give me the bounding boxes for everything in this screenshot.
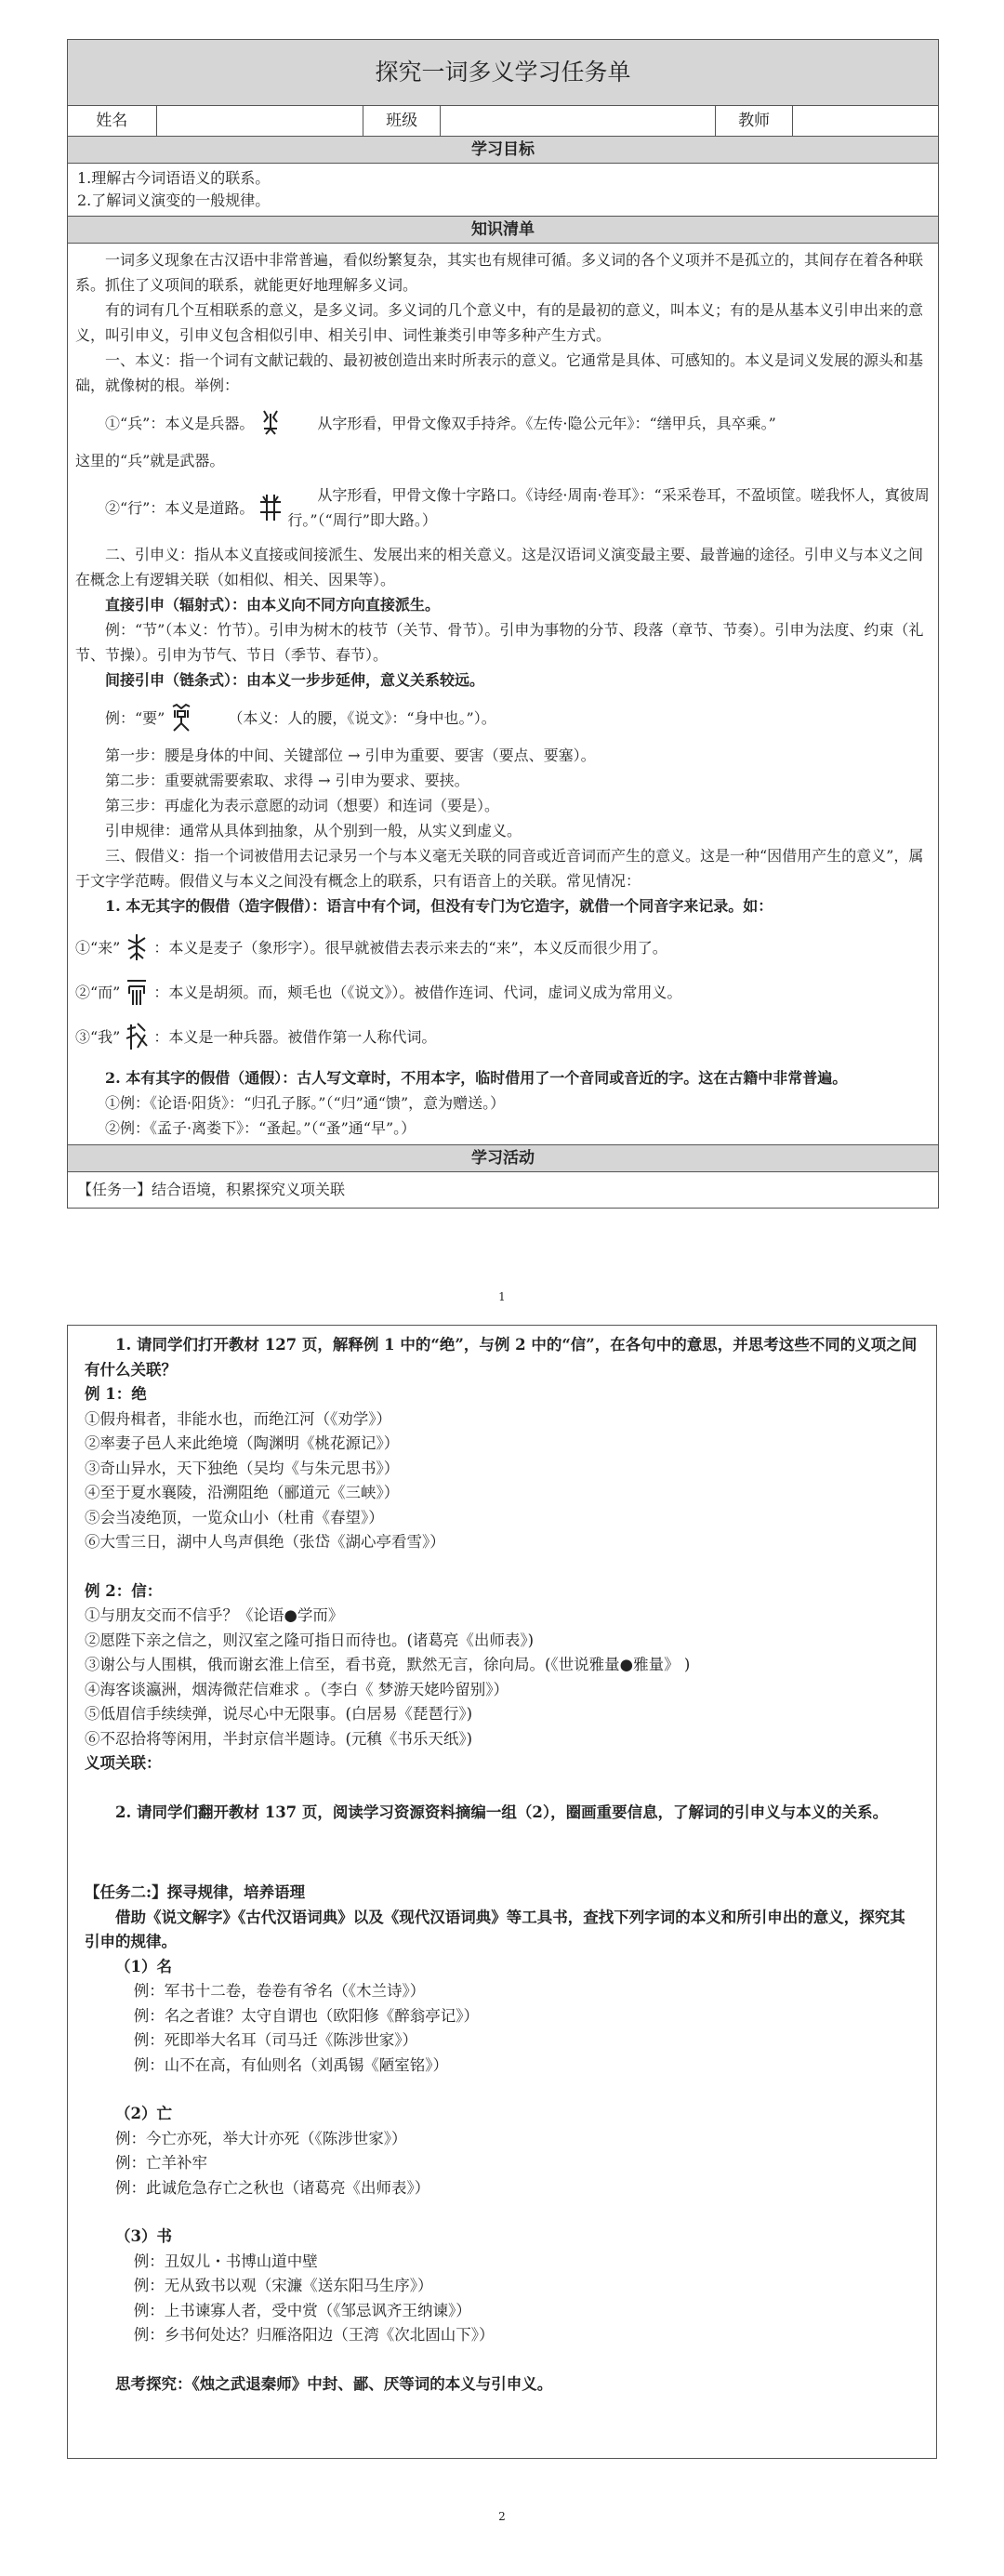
knowledge-paragraph: 直接引申（辐射式）：由本义向不同方向直接派生。 <box>105 596 441 614</box>
name-field[interactable] <box>157 106 364 136</box>
knowledge-paragraph: 一词多义现象在古汉语中非常普遍，看似纷繁复杂，其实也有规律可循。多义词的各个义项并不是孤立的，其间存在着各种联系。抓住了义项间的联系，就能更好地理解多义词。 <box>75 251 924 294</box>
knowledge-paragraph: 间接引申（链条式）：由本义一步步延伸，意义关系较远。 <box>105 671 485 689</box>
knowledge-step: 第二步：重要就需要索取、求得 → 引申为要求、要挟。 <box>105 772 469 789</box>
knowledge-example: ②例：《孟子·离娄下》：“蚤起。”（“蚤”通“早”。） <box>105 1119 416 1137</box>
activities-heading: 学习活动 <box>68 1145 938 1172</box>
list-item: ④至于夏水襄陵，沿溯阻绝（郦道元《三峡》） <box>85 1484 400 1501</box>
list-item: 例：无从致书以观（宋濂《送东阳马生序》） <box>133 2277 433 2294</box>
list-item: 例：名之者谁？太守自谓也（欧阳修《醉翁亭记》） <box>133 2006 480 2025</box>
teacher-label: 教师 <box>716 106 793 136</box>
task-two-label: 【任务二:】探寻规律，培养语理 <box>85 1883 306 1901</box>
spacer <box>85 2348 919 2372</box>
relation-label: 义项关联： <box>85 1754 162 1772</box>
yao-glyph-icon <box>168 702 194 733</box>
list-item: 例：丑奴儿・书博山道中壁 <box>133 2252 318 2270</box>
list-item: ④海客谈瀛洲，烟涛微茫信难求 。（李白《 梦游天姥吟留别》） <box>85 1680 509 1698</box>
name-label: 姓名 <box>68 106 157 136</box>
list-item: ②率妻子邑人来此绝境（陶渊明《桃花源记》） <box>85 1434 400 1452</box>
example-text: ②“行”：本义是道路。 <box>105 498 255 517</box>
example-lai <box>75 931 931 963</box>
class-label: 班级 <box>363 106 441 136</box>
bing-glyph-icon <box>258 407 284 439</box>
example-text: （本义：人的腰，《说文》：“身中也。”）。 <box>228 708 496 727</box>
list-item: 例：上书谏寡人者，受中赏（《邹忌讽齐王纳谏》） <box>133 2301 471 2319</box>
spacer <box>85 1555 919 1579</box>
knowledge-paragraph: 三、假借义：指一个词被借用去记录另一个与本义毫无关联的同音或近音词而产生的意义。这是一种“因借用产生的意义”，属于文字学范畴。假借义与本义之间没有概念上的联系，只有语音上的关联。常见情况： <box>75 847 924 890</box>
example-text: 从字形看，甲骨文像十字路口。《诗经·周南·卷耳》：“采采卷耳，不盈顷筐。嗟我怀人，寘彼周行。”（“周行”即大路。） <box>287 486 930 529</box>
question-one: 1. 请同学们打开教材 127 页，解释例 1 中的“绝”，与例 2 中的“信”，在各句中的意思，并思考这些不同的义项之间有什么关联？ <box>85 1336 918 1379</box>
knowledge-example: ①例：《论语·阳货》：“归孔子豚。”（“归”通“馈”，意为赠送。） <box>105 1094 506 1112</box>
teacher-field[interactable] <box>793 106 938 136</box>
list-item: ③谢公与人围棋，俄而谢玄淮上信至，看书竟，默然无言，徐向局。(《世说雅量●雅量》 ) <box>85 1656 691 1673</box>
knowledge-content <box>68 244 938 1145</box>
think-prompt: 思考探究：《烛之武退秦师》中封、鄙、厌等词的本义与引申义。 <box>115 2374 553 2393</box>
example-text: ①“来” <box>75 938 121 957</box>
er-glyph-icon <box>124 976 150 1008</box>
wo-glyph-icon <box>124 1021 150 1052</box>
example-text: ①“兵”：本义是兵器。 <box>105 414 255 432</box>
spacer <box>85 2078 919 2102</box>
knowledge-step: 第一步：腰是身体的中间、关键部位 → 引申为重要、要害（要点、要塞）。 <box>105 746 596 764</box>
example-text: 这里的“兵”就是武器。 <box>75 452 225 469</box>
goal-item: 1.理解古今词语语义的联系。 <box>77 169 271 187</box>
list-item: 例：乡书何处达？归雁洛阳边（王湾《次北固山下》） <box>133 2326 495 2344</box>
info-row <box>68 106 938 137</box>
goal-item: 2.了解词义演变的一般规律。 <box>77 192 271 209</box>
page-number: 1 <box>498 1290 506 1303</box>
example-text: ：本义是胡须。而，颊毛也（《说文》）。被借作连词、代词，虚词义成为常用义。 <box>153 983 682 1001</box>
list-item: 例：军书十二卷，卷卷有爷名（《木兰诗》） <box>133 1982 426 2000</box>
spacer <box>85 2200 919 2225</box>
task-one: 【任务一】结合语境，积累探究义项关联 <box>68 1172 938 1209</box>
worksheet-page-1 <box>67 39 939 1209</box>
knowledge-paragraph: 1. 本无其字的假借（造字假借）：语言中有个词，但没有专门为它造字，就借一个同音字来记录。如： <box>105 897 773 915</box>
worksheet-page-2 <box>67 1325 937 2459</box>
list-item: ⑤会当凌绝顶，一览众山小（杜甫《春望》） <box>85 1508 384 1526</box>
list-item: ⑤低眉信手续续弹，说尽心中无限事。(白居易《琵琶行》) <box>85 1705 473 1723</box>
example-text: 从字形看，甲骨文像双手持斧。《左传·隐公元年》：“缮甲兵，具卒乘。” <box>317 414 776 432</box>
list-item: ⑥不忍拾将等闲用，半封京信半题诗。(元稹《书乐天纸》) <box>85 1729 473 1748</box>
group-title: （3）书 <box>115 2227 172 2245</box>
knowledge-heading: 知识清单 <box>68 217 938 244</box>
example-wo <box>75 1021 931 1052</box>
knowledge-paragraph: 引申规律：通常从具体到抽象，从个别到一般，从实义到虚义。 <box>105 822 522 839</box>
spacer <box>85 1777 919 1801</box>
example-one-title: 例 1：绝 <box>85 1385 147 1403</box>
knowledge-paragraph: 例：“节”（本义：竹节）。引申为树木的枝节（关节、骨节）。引申为事物的分节、段落（章节、节奏）。引申为法度、约束（礼节、节操）。引申为节气、节日（季节、春节）。 <box>75 621 924 664</box>
goals-heading: 学习目标 <box>68 137 938 164</box>
example-text: ：本义是麦子（象形字）。很早就被借去表示来去的“来”，本义反而很少用了。 <box>153 938 667 957</box>
knowledge-paragraph: 二、引申义：指从本义直接或间接派生、发展出来的相关意义。这是汉语词义演变最主要、最普遍的途径。引申义与本义之间在概念上有逻辑关联（如相似、相关、因果等）。 <box>75 546 924 588</box>
example-er <box>75 976 931 1008</box>
list-item: ②愿陛下亲之信之，则汉室之隆可指日而待也。(诸葛亮《出师表》) <box>85 1631 535 1649</box>
task-two-description: 借助《说文解字》《古代汉语词典》以及《现代汉语词典》等工具书，查找下列字词的本义和所引申出的意义，探究其引申的规律。 <box>85 1908 905 1950</box>
list-item: ①与朋友交而不信乎？《论语●学而》 <box>85 1606 344 1624</box>
group-title: （1）名 <box>115 1957 172 1975</box>
list-item: 例：此诚危急存亡之秋也（诸葛亮《出师表》） <box>115 2178 430 2197</box>
xing-glyph-icon <box>258 492 284 523</box>
list-item: ①假舟楫者，非能水也，而绝江河（《劝学》） <box>85 1409 391 1428</box>
knowledge-paragraph: 2. 本有其字的假借（通假）：古人写文章时，不用本字，临时借用了一个音同或音近的字。这在古籍中非常普遍。 <box>105 1069 848 1087</box>
lai-glyph-icon <box>124 931 150 963</box>
list-item: 例：今亡亦死，举大计亦死（《陈涉世家》） <box>115 2129 407 2147</box>
example-yao <box>75 702 931 733</box>
page-number: 2 <box>498 2510 506 2523</box>
knowledge-paragraph: 有的词有几个互相联系的意义，是多义词。多义词的几个意义中，有的是最初的意义，叫本义；有的是从基本义引申出来的意义，叫引申义，引申义包含相似引申、相关引申、词性兼类引申等多种产生方式。 <box>75 301 924 344</box>
question-two: 2. 请同学们翻开教材 137 页，阅读学习资源资料摘编一组（2），圈画重要信息，了解词的引申义与本义的关系。 <box>115 1803 889 1821</box>
example-text: ：本义是一种兵器。被借作第一人称代词。 <box>153 1027 437 1046</box>
list-item: ③奇山异水，天下独绝（吴均《与朱元思书》） <box>85 1459 400 1477</box>
list-item: ⑥大雪三日，湖中人鸟声俱绝（张岱《湖心亭看雪》） <box>85 1533 445 1551</box>
example-text: ②“而” <box>75 983 121 1001</box>
spacer <box>85 1825 919 1881</box>
example-bing <box>75 407 931 439</box>
class-field[interactable] <box>441 106 716 136</box>
example-text: 例：“要” <box>105 708 165 727</box>
knowledge-paragraph: 一、本义：指一个词有文献记载的、最初被创造出来时所表示的意义。它通常是具体、可感知的。本义是词义发展的源头和基础，就像树的根。举例： <box>75 351 924 394</box>
worksheet-title: 探究一词多义学习任务单 <box>68 40 938 106</box>
list-item: 例：亡羊补牢 <box>115 2154 207 2172</box>
example-text: ③“我” <box>75 1027 121 1046</box>
list-item: 例：死即举大名耳（司马迁《陈涉世家》） <box>133 2031 418 2049</box>
list-item: 例：山不在高，有仙则名（刘禹锡《陋室铭》） <box>133 2055 449 2074</box>
goals-list <box>68 164 938 217</box>
example-xing <box>75 482 931 533</box>
example-two-title: 例 2：信： <box>85 1581 163 1600</box>
knowledge-step: 第三步：再虚化为表示意愿的动词（想要）和连词（要是）。 <box>105 797 500 814</box>
group-title: （2）亡 <box>115 2105 172 2122</box>
